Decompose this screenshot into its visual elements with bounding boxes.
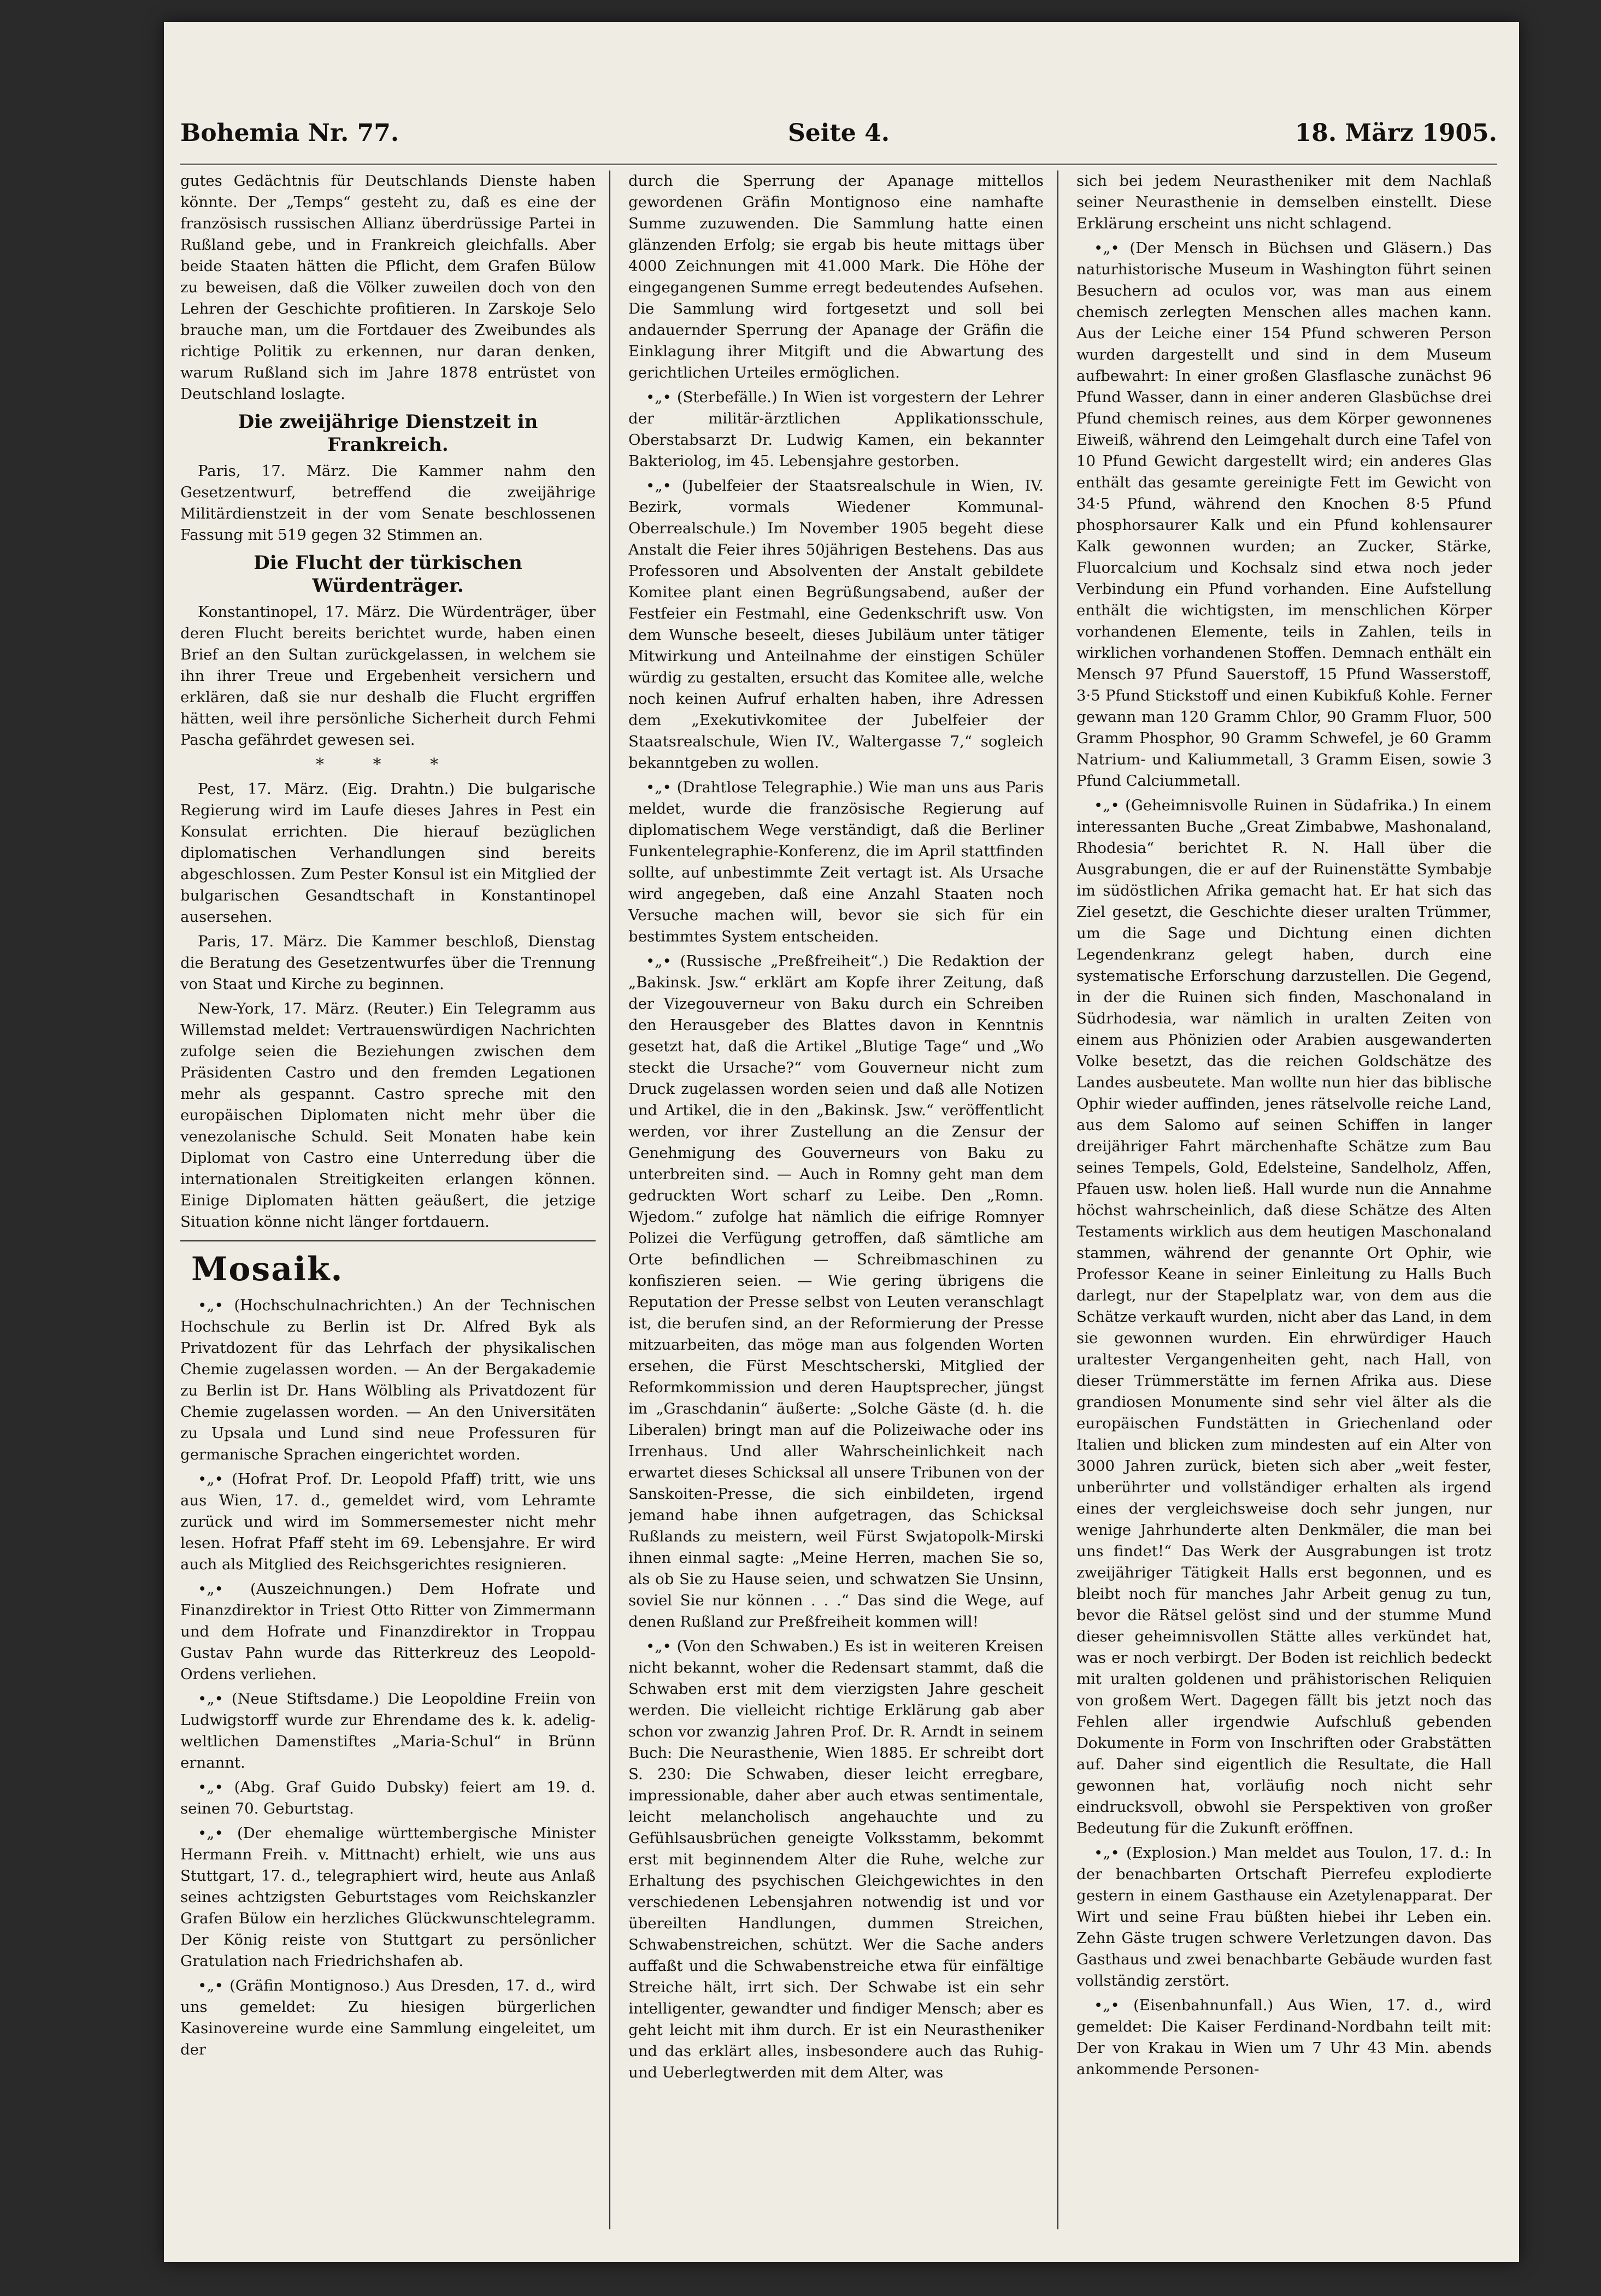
article-paragraph: •„• (Gräfin Montignoso.) Aus Dresden, 17. d., wird uns gemeldet: Zu hiesigen bürgerlichen Kasinovereine wurde eine Sammlung eingeleitet, um der	[180, 1977, 596, 2058]
column-3	[1076, 170, 1492, 2229]
article-paragraph: New-York, 17. März. (Reuter.) Ein Telegramm aus Willemstad meldet: Vertrauenswürdigen Nachrichten zufolge seien die Beziehungen zwischen dem Präsidenten Castro und den fremden Legationen mehr als gespannt. Castro spreche mit den europäischen Diplomaten nicht mehr über die venezolanische Schuld. Seit Monaten habe kein Diplomat von Castro eine Unterredung über die internationalen Streitigkeiten erlangen können. Einige Diplomaten hätten geäußert, die jetzige Situation könne nicht länger fortdauern.	[180, 1000, 596, 1231]
article-paragraph: •„• (Hofrat Prof. Dr. Leopold Pfaff) tritt, wie uns aus Wien, 17. d., gemeldet wird, vom Lehramte zurück und wird im Sommersemester nicht mehr lesen. Hofrat Pfaff steht im 69. Lebensjahre. Er wird auch als Mitglied des Reichsgerichtes resignieren.	[180, 1470, 596, 1573]
section-title-mosaik: Mosaik.	[191, 1250, 344, 1288]
article-paragraph: •„• (Abg. Graf Guido Dubsky) feiert am 19. d. seinen 70. Geburtstag.	[180, 1779, 596, 1817]
article-paragraph: Paris, 17. März. Die Kammer beschloß, Dienstag die Beratung des Gesetzentwurfes über die Trennung von Staat und Kirche zu beginnen.	[180, 933, 596, 993]
article-heading: Die Flucht der türkischen Würdenträger.	[254, 552, 522, 597]
article-paragraph: •„• (Der ehemalige württembergische Minister Hermann Freih. v. Mittnacht) erhielt, wie uns aus Stuttgart, 17. d., telegraphiert wird, heute aus Anlaß seines achtzigsten Geburtstages vom Reichskanzler Grafen Bülow ein herzliches Glückwunschtelegramm. Der König reiste von Stuttgart zu persönlicher Gratulation nach Friedrichshafen ab.	[180, 1824, 596, 1970]
article-paragraph: •„• (Russische „Preßfreiheit“.) Die Redaktion der „Bakinsk. Jsw.“ erklärt am Kopfe ihrer Zeitung, daß der Vizegouverneur von Baku durch ein Schreiben den Herausgeber des Blattes davon in Kenntnis gesetzt hat, daß die Artikel „Blutige Tage“ und „Wo steckt die Ursache?“ vom Gouverneur nicht zum Druck zugelassen worden seien und daß alle Notizen und Artikel, die in den „Bakinsk. Jsw.“ veröffentlicht werden, vor ihrer Zustellung an die Zensur der Genehmigung des Gouverneurs von Baku zu unterbreiten sind. — Auch in Romny geht man dem gedruckten Wort scharf zu Leibe. Den „Romn. Wjedom.“ zufolge hat nämlich die eifrige Romnyer Polizei die Verfügung getroffen, daß sämtliche am Orte befindlichen — Schreibmaschinen zu konfiszieren seien. — Wie gering übrigens die Reputation der Presse selbst von Leuten veranschlagt ist, die berufen sind, an der Reformierung der Presse mitzuarbeiten, das möge man aus folgenden Worten ersehen, die Fürst Meschtscherski, Mitglied der Reformkommission und deren Hauptsprecher, jüngst im „Graschdanin“ äußerte: „Solche Gäste (d. h. die Liberalen) bringt man auf die Polizeiwache oder ins Irrenhaus. Und aller Wahrscheinlichkeit nach erwartet dieses Schicksal all unsere Tribunen von der Sanskoiten-Presse, die sich einbildeten, irgend jemand habe ihnen aufgetragen, das Schicksal Rußlands zu meistern, weil Fürst Swjatopolk-Mirski ihnen einmal sagte: „Meine Herren, machen Sie so, als ob Sie zu Hause seien, und schwatzen Sie Unsinn, soviel Sie nur können . . .“ Das sind die Wege, auf denen Rußland zur Preßfreiheit kommen will!	[628, 952, 1044, 1630]
header-rule	[180, 163, 1497, 165]
article-paragraph: gutes Gedächtnis für Deutschlands Dienste haben könnte. Der „Temps“ gesteht zu, daß es eine der französisch russischen Allianz überdrüssige Partei in Rußland gebe, und in Frankreich gleichfalls. Aber beide Staaten hätten die Pflicht, dem Grafen Bülow zu beweisen, daß die Völker zuweilen doch von den Lehren der Geschichte profitieren. In Zarskoje Selo brauche man, um die Fortdauer des Zweibundes als richtige Politik zu erkennen, nur daran denken, warum Rußland sich im Jahre 1878 entrüstet von Deutschland loslagte.	[180, 172, 596, 403]
column-rule	[1057, 170, 1058, 2229]
article-paragraph: •„• (Auszeichnungen.) Dem Hofrate und Finanzdirektor in Triest Otto Ritter von Zimmermann und dem Hofrate und Finanzdirektor in Troppau Gustav Pahn wurde das Ritterkreuz des Leopold-Ordens verliehen.	[180, 1580, 596, 1683]
article-paragraph: •„• (Drahtlose Telegraphie.) Wie man uns aus Paris meldet, wurde die französische Regierung auf diplomatischem Wege verständigt, daß die Berliner Funkentelegraphie-Konferenz, die im April stattfinden sollte, auf unbestimmte Zeit vertagt ist. Als Ursache wird angegeben, daß eine Anzahl Staaten noch Versuche machen will, bevor sie sich für ein bestimmtes System entscheiden.	[628, 779, 1044, 945]
article-paragraph: •„• (Der Mensch in Büchsen und Gläsern.) Das naturhistorische Museum in Washington führt seinen Besuchern ad oculos vor, was man aus einem chemisch zerlegten Menschen alles machen kann. Aus der Leiche einer 154 Pfund schweren Person wurden dargestellt und sind in dem Museum aufbewahrt: In einer großen Glasflasche zunächst 96 Pfund Wasser, dann in einer anderen Glasbüchse drei Pfund chemisch reines, aus dem Körper gewonnenes Eiweiß, während den Leimgehalt durch eine Tafel von 10 Pfund Gewicht dargestellt wird; ein anderes Glas enthält das gesamte gereinigte Fett im Gewicht von 34·5 Pfund, während den Knochen 8·5 Pfund phosphorsaurer Kalk und ein Pfund kohlensaurer Kalk gewonnen wurden; an Zucker, Stärke, Fluorcalcium und Kochsalz sind etwa noch jeder Verbindung ein Pfund vorhanden. Eine Aufstellung enthält die wichtigsten, im menschlichen Körper vorhandenen Elemente, teils in Zahlen, teils in wirklichen vorhandenen Stoffen. Demnach enthält ein Mensch 97 Pfund Sauerstoff, 15 Pfund Wasserstoff, 3·5 Pfund Stickstoff und einen Kubikfuß Kohle. Ferner gewann man 120 Gramm Chlor, 90 Gramm Fluor, 500 Gramm Phosphor, 90 Gramm Schwefel, je 60 Gramm Natrium- und Kaliummetall, 3 Gramm Eisen, sowie 3 Pfund Calciummetall.	[1076, 239, 1492, 790]
article-heading: Die zweijährige Dienstzeit in Frankreich.	[238, 411, 538, 456]
article-paragraph: •„• (Explosion.) Man meldet aus Toulon, 17. d.: In der benachbarten Ortschaft Pierrefeu explodierte gestern in einem Gasthause ein Azetylenapparat. Der Wirt und seine Frau büßten hiebei ihr Leben ein. Zehn Gäste trugen schwere Verletzungen davon. Das Gasthaus und zwei benachbarte Gebäude wurden fast vollständig zerstört.	[1076, 1844, 1492, 1989]
article-paragraph: •„• (Neue Stiftsdame.) Die Leopoldine Freiin von Ludwigstorff wurde zur Ehrendame des k. k. adelig-weltlichen Damenstiftes „Maria-Schul“ in Brünn ernannt.	[180, 1690, 596, 1771]
article-paragraph: •„• (Hochschulnachrichten.) An der Technischen Hochschule zu Berlin ist Dr. Alfred Byk als Privatdozent für das Lehrfach der physikalischen Chemie zugelassen worden. — An der Bergakademie zu Berlin ist Dr. Hans Wölbling als Privatdozent für Chemie zugelassen worden. — An den Universitäten zu Upsala und Lund sind neue Professuren für germanische Sprachen eingerichtet worden.	[180, 1297, 596, 1463]
header-page-number: Seite 4.	[787, 119, 890, 147]
article-paragraph: •„• (Geheimnisvolle Ruinen in Südafrika.) In einem interessanten Buche „Great Zimbabwe, Mashonaland, Rhodesia“ berichtet R. N. Hall über die Ausgrabungen, die er auf der Ruinenstätte Symbabje im südöstlichen Afrika gemacht hat. Er hat sich das Ziel gesetzt, die Geschichte dieser uralten Trümmer, um die Sage und Dichtung einen dichten Legendenkranz gelegt haben, durch eine systematische Erforschung darzustellen. Die Gegend, in der die Ruinen sich finden, Maschonaland in Südrhodesia, war nämlich in uralten Zeiten von einem aus Phönizien oder Arabien ausgewanderten Volke besetzt, das die reichen Goldschätze des Landes ausbeutete. Man wollte nun hier das biblische Ophir wieder auffinden, jenes rätselvolle reiche Land, aus dem Salomo auf seinen Schiffen in langer dreijähriger Fahrt märchenhafte Schätze zum Bau seines Tempels, Gold, Edelsteine, Sandelholz, Affen, Pfauen usw. holen ließ. Hall wurde nun die Annahme höchst wahrscheinlich, daß diese Schätze des Alten Testaments wirklich aus dem heutigen Maschonaland stammen, während der genannte Ort Ophir, wie Professor Keane in seiner Einleitung zu Halls Buch darlegt, nur der Stapelplatz war, von dem aus die Schätze verkauft wurden, nicht aber das Land, in dem sie gewonnen wurden. Ein ehrwürdiger Hauch uraltester Vergangenheiten geht, nach Hall, von dieser Trümmerstätte im fernen Afrika aus. Diese grandiosen Monumente sind sehr viel älter als die europäischen Fundstätten in Griechenland oder Italien und blicken zum mindesten auf ein Alter von 3000 Jahren zurück, bieten sich aber „weit fester, unberührter und vollständiger erhalten als irgend eines der vergleichsweise doch sehr jungen, nur wenige Jahrhunderte alten Denkmäler, die man bei uns findet!“ Das Werk der Ausgrabungen ist trotz zweijähriger Tätigkeit Halls erst begonnen, und es bleibt noch für manches Jahr Arbeit genug zu tun, bevor die Rätsel gelöst sind und der stumme Mund dieser geheimnisvollen Stätte alles verkündet hat, was er noch verbirgt. Der Boden ist reichlich bedeckt mit uralten goldenen und prähistorischen Reliquien von großem Wert. Dagegen fällt bis jetzt noch das Fehlen aller irgendwie Aufschluß gebenden Dokumente in Form von Inschriften oder Grabstätten auf. Daher sind eigentlich die Resultate, die Hall gewonnen hat, vorläufig noch nicht sehr eindrucksvoll, obwohl sie Perspektiven von großer Bedeutung für die Zukunft eröffnen.	[1076, 797, 1492, 1837]
article-paragraph: sich bei jedem Neurastheniker mit dem Nachlaß seiner Neurasthenie in demselben einstellt. Diese Erklärung erscheint uns nicht schlagend.	[1076, 172, 1492, 232]
article-paragraph: Pest, 17. März. (Eig. Drahtn.) Die bulgarische Regierung wird im Laufe dieses Jahres in Pest ein Konsulat errichten. Die hierauf bezüglichen diplomatischen Verhandlungen sind bereits abgeschlossen. Zum Pester Konsul ist ein Mitglied der bulgarischen Gesandtschaft in Konstantinopel ausersehen.	[180, 780, 596, 926]
article-paragraph: •„• (Eisenbahnunfall.) Aus Wien, 17. d., wird gemeldet: Die Kaiser Ferdinand-Nordbahn teilt mit: Der von Krakau in Wien um 7 Uhr 43 Min. abends ankommende Personen-	[1076, 1997, 1492, 2078]
article-paragraph: •„• (Sterbefälle.) In Wien ist vorgestern der Lehrer der militär-ärztlichen Applikationsschule, Oberstabsarzt Dr. Ludwig Kamen, ein bekannter Bakteriolog, im 45. Lebensjahre gestorben.	[628, 388, 1044, 470]
article-paragraph: durch die Sperrung der Apanage mittellos gewordenen Gräfin Montignoso eine namhafte Summe zuzuwenden. Die Sammlung hatte einen glänzenden Erfolg; sie ergab bis heute mittags über 4000 Zeichnungen mit 41.000 Mark. Die Höhe der eingegangenen Summe erregt bedeutendes Aufsehen. Die Sammlung wird fortgesetzt und soll bei andauernder Sperrung der Apanage der Gräfin die Einklagung ihrer Mitgift und die Abwartung des gerichtlichen Urteiles ermöglichen.	[628, 172, 1044, 381]
column-1	[180, 170, 596, 2229]
header-date: 18. März 1905.	[1294, 119, 1497, 147]
newspaper-page	[164, 22, 1519, 2262]
article-paragraph: •„• (Von den Schwaben.) Es ist in weiteren Kreisen nicht bekannt, woher die Redensart stammt, daß die Schwaben erst mit dem vierzigsten Jahre gescheit werden. Die vielleicht richtige Erklärung gab aber schon vor zwanzig Jahren Prof. Dr. R. Arndt in seinem Buch: Die Neurasthenie, Wien 1885. Er schreibt dort S. 230: Die Schwaben, dieser leicht erregbare, impressionable, daher aber auch etwas sentimentale, leicht melancholisch angehauchte und zu Gefühlsausbrüchen geneigte Volksstamm, bekommt erst mit beginnendem Alter die Ruhe, welche zur Erhaltung des psychischen Gleichgewichtes in den verschiedenen Lebensjahren notwendig ist und vor übereilten Handlungen, dummen Streichen, Schwabenstreichen, schützt. Wer die Sache anders auffaßt und die Schwabenstreiche etwa für einfältige Streiche hält, irrt sich. Der Schwabe ist ein sehr intelligenter, gewandter und findiger Mensch; aber es geht leicht mit ihm durch. Er ist ein Neurastheniker und das erklärt alles, insbesondere auch das Ruhig- und Ueberlegtwerden mit dem Alter, was	[628, 1638, 1044, 2081]
article-paragraph: •„• (Jubelfeier der Staatsrealschule in Wien, IV. Bezirk, vormals Wiedener Kommunal-Oberrealschule.) Im November 1905 begeht diese Anstalt die Feier ihres 50jährigen Bestehens. Das aus Professoren und Absolventen der Anstalt gebildete Komitee plant einen Begrüßungsabend, außer der Festfeier ein Festmahl, eine Gedenkschrift usw. Von dem Wunsche beseelt, dieses Jubiläum unter tätiger Mitwirkung und Anteilnahme der einstigen Schüler würdig zu gestalten, ersucht das Komitee alle, welche noch keinen Aufruf erhalten haben, ihre Adressen dem „Exekutivkomitee der Jubelfeier der Staatsrealschule, Wien IV., Waltergasse 7,“ sogleich bekanntgeben zu wollen.	[628, 477, 1044, 772]
article-paragraph: Konstantinopel, 17. März. Die Würdenträger, über deren Flucht bereits berichtet wurde, haben einen Brief an den Sultan zurückgelassen, in welchem sie ihn ihrer Treue und Ergebenheit versichern und erklären, daß sie nur deshalb die Flucht ergriffen hätten, weil ihre persönliche Sicherheit durch Fehmi Pascha gefährdet gewesen sei.	[180, 603, 596, 749]
page-header	[180, 114, 1497, 157]
header-publication: Bohemia Nr. 77.	[180, 119, 399, 147]
section-rule	[180, 1240, 596, 1241]
article-paragraph: Paris, 17. März. Die Kammer nahm den Gesetzentwurf, betreffend die zweijährige Militärdienstzeit in der vom Senate beschlossenen Fassung mit 519 gegen 32 Stimmen an.	[180, 462, 596, 544]
column-2	[628, 170, 1044, 2229]
section-separator: * * *	[315, 755, 461, 774]
column-rule	[609, 170, 610, 2229]
